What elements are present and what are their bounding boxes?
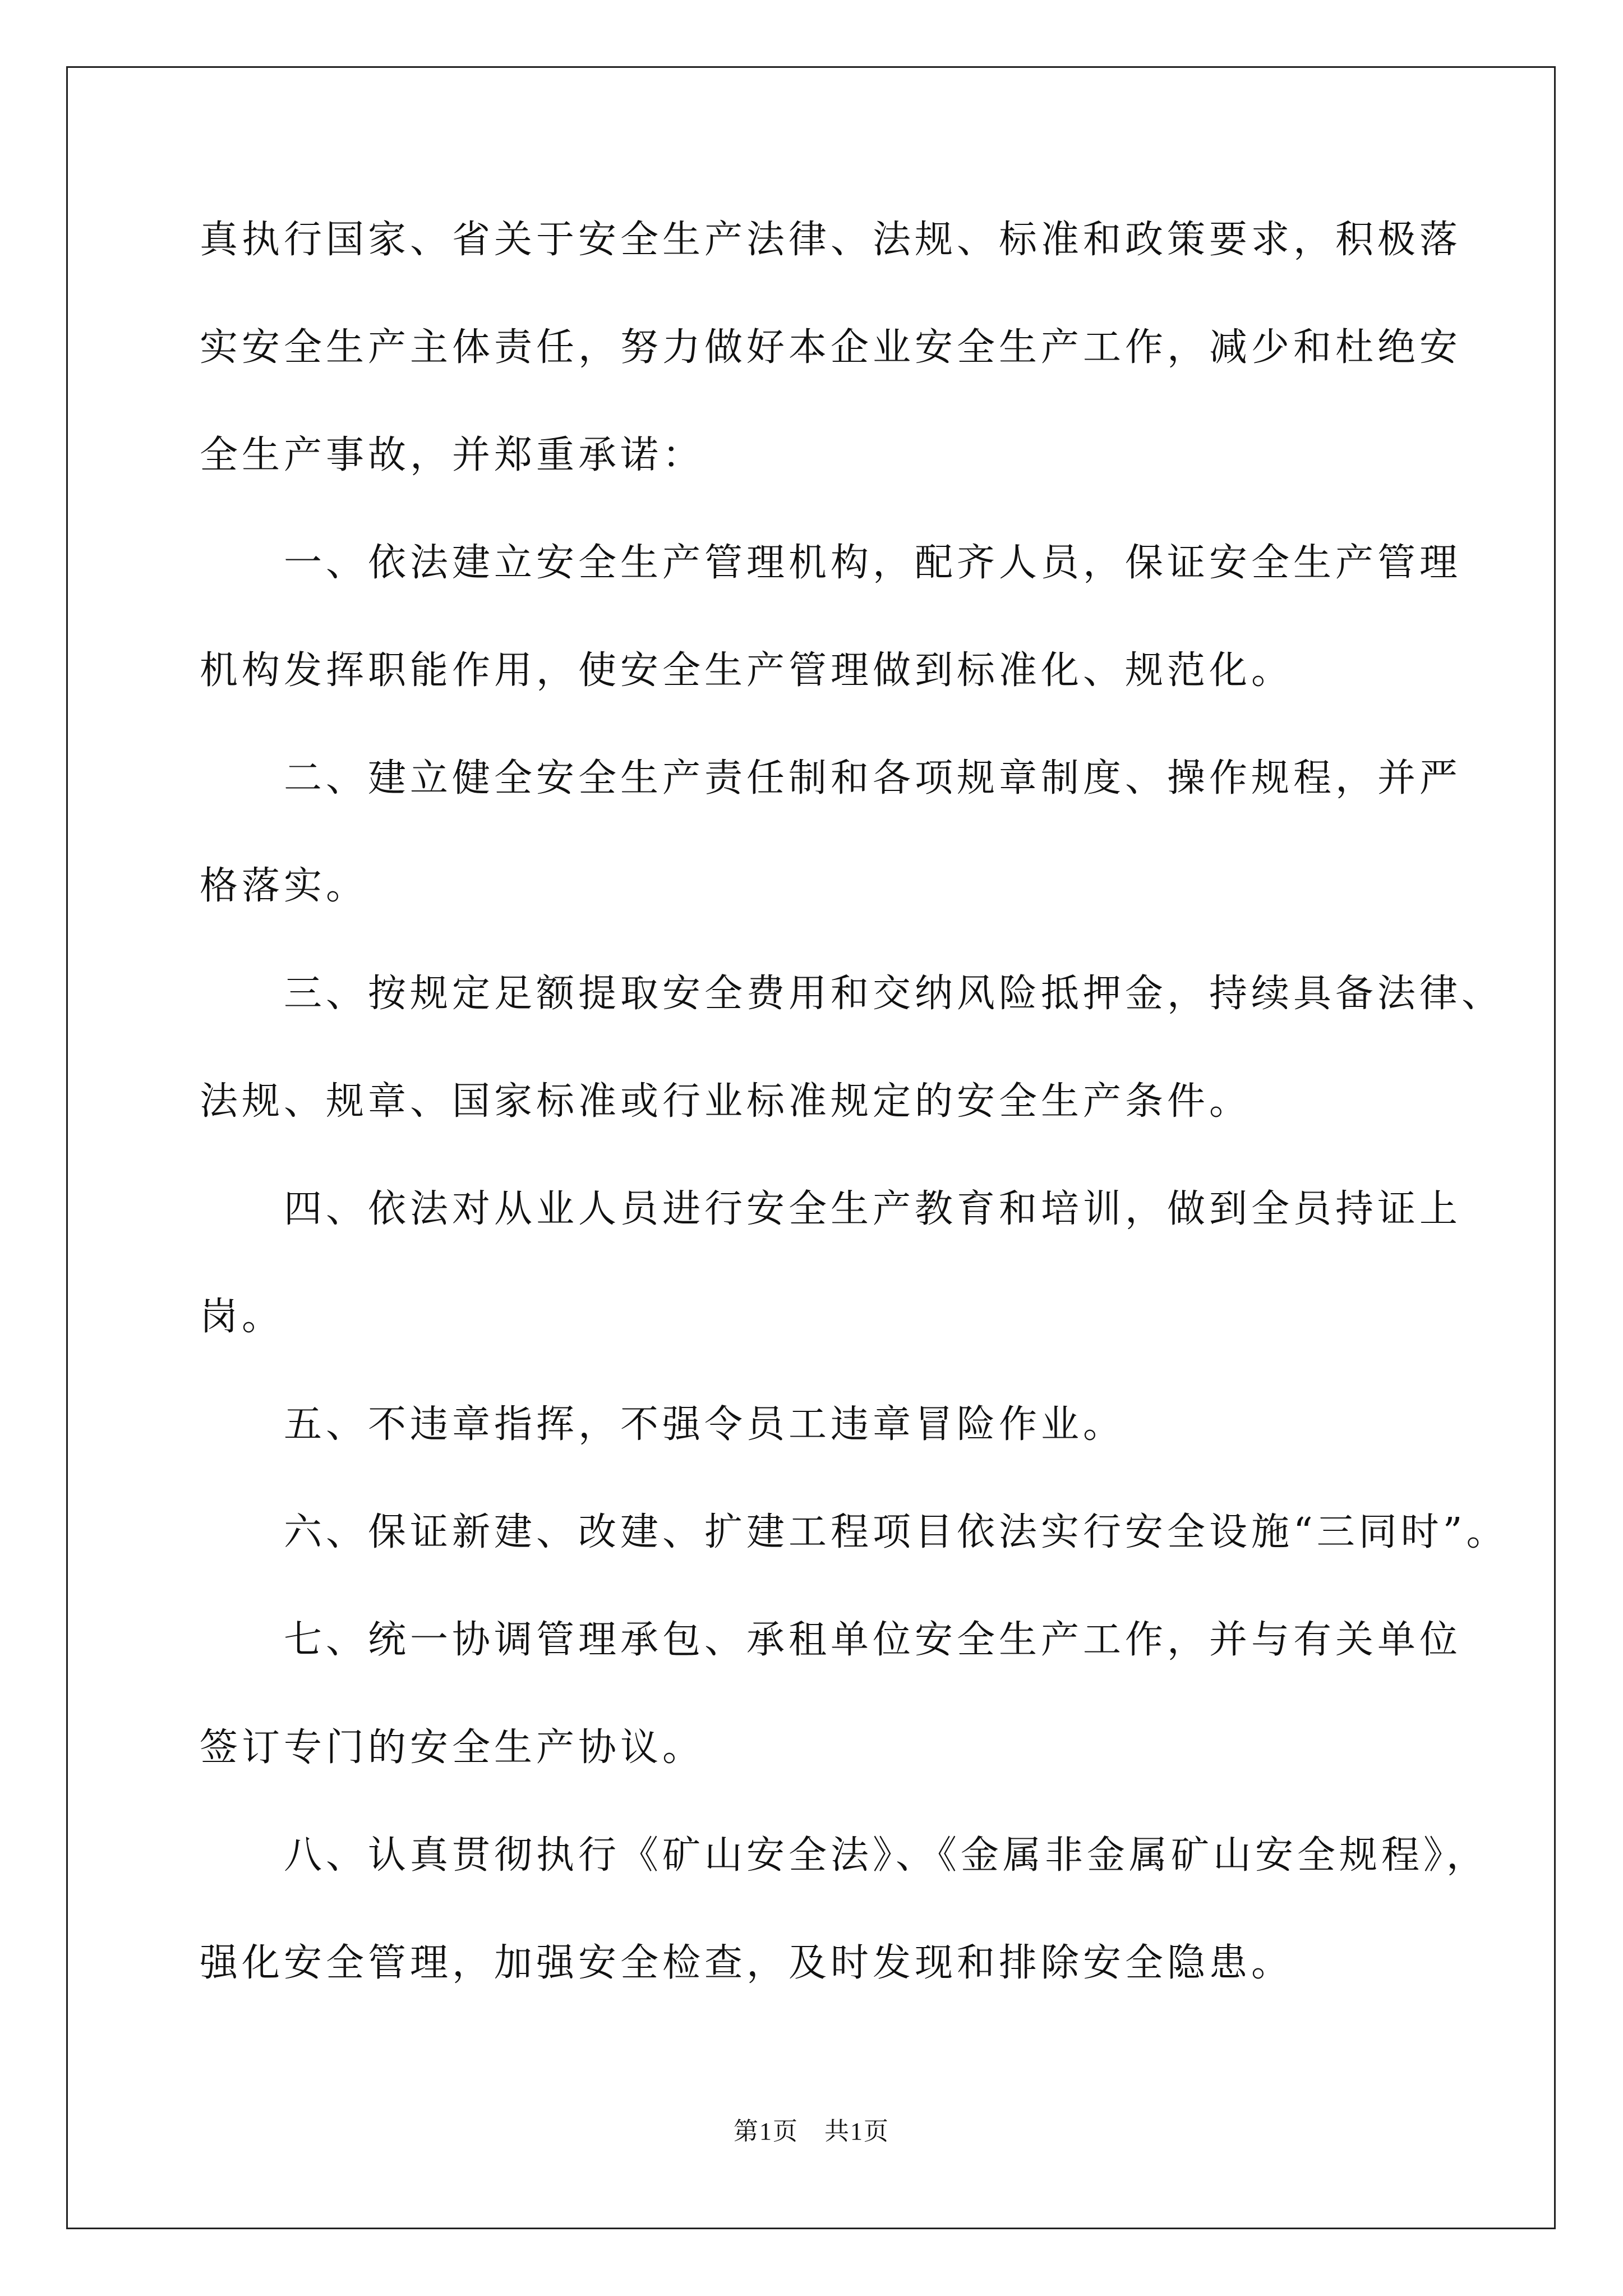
page-number-footer: 第1页 共1页 (734, 2118, 889, 2145)
text-line: 强化安全管理，加强安全检查，及时发现和排除安全隐患。 (200, 1941, 1294, 1985)
text-line: 岗。 (200, 1295, 284, 1339)
paragraph-first-line: 二、建立健全安全生产责任制和各项规章制度、操作规程，并严 (284, 756, 1462, 800)
paragraph-first-line: 五、不违章指挥，不强令员工违章冒险作业。 (284, 1402, 1126, 1447)
paragraph-first-line: 四、依法对从业人员进行安全生产教育和培训，做到全员持证上 (284, 1187, 1462, 1231)
text-line: 全生产事故，并郑重承诺： (200, 433, 705, 477)
paragraph-first-line: 三、按规定足额提取安全费用和交纳风险抵押金，持续具备法律、 (284, 972, 1504, 1016)
text-line: 法规、规章、国家标准或行业标准规定的安全生产条件。 (200, 1079, 1252, 1124)
text-line: 机构发挥职能作用，使安全生产管理做到标准化、规范化。 (200, 648, 1294, 693)
paragraph-first-line: 一、依法建立安全生产管理机构，配齐人员，保证安全生产管理 (284, 541, 1462, 585)
paragraph-first-line: 八、认真贯彻执行《矿山安全法》、《金属非金属矿山安全规程》， (284, 1833, 1489, 1878)
text-line: 实安全生产主体责任，努力做好本企业安全生产工作，减少和杜绝安 (200, 325, 1462, 370)
paragraph-first-line: 七、统一协调管理承包、承租单位安全生产工作，并与有关单位 (284, 1618, 1462, 1662)
page-border (66, 66, 1556, 2229)
text-line: 真执行国家、省关于安全生产法律、法规、标准和政策要求，积极落 (200, 218, 1462, 262)
text-line: 格落实。 (200, 864, 368, 908)
text-line: 签订专门的安全生产协议。 (200, 1726, 705, 1770)
paragraph-first-line: 六、保证新建、改建、扩建工程项目依法实行安全设施“三同时”。 (284, 1510, 1509, 1554)
